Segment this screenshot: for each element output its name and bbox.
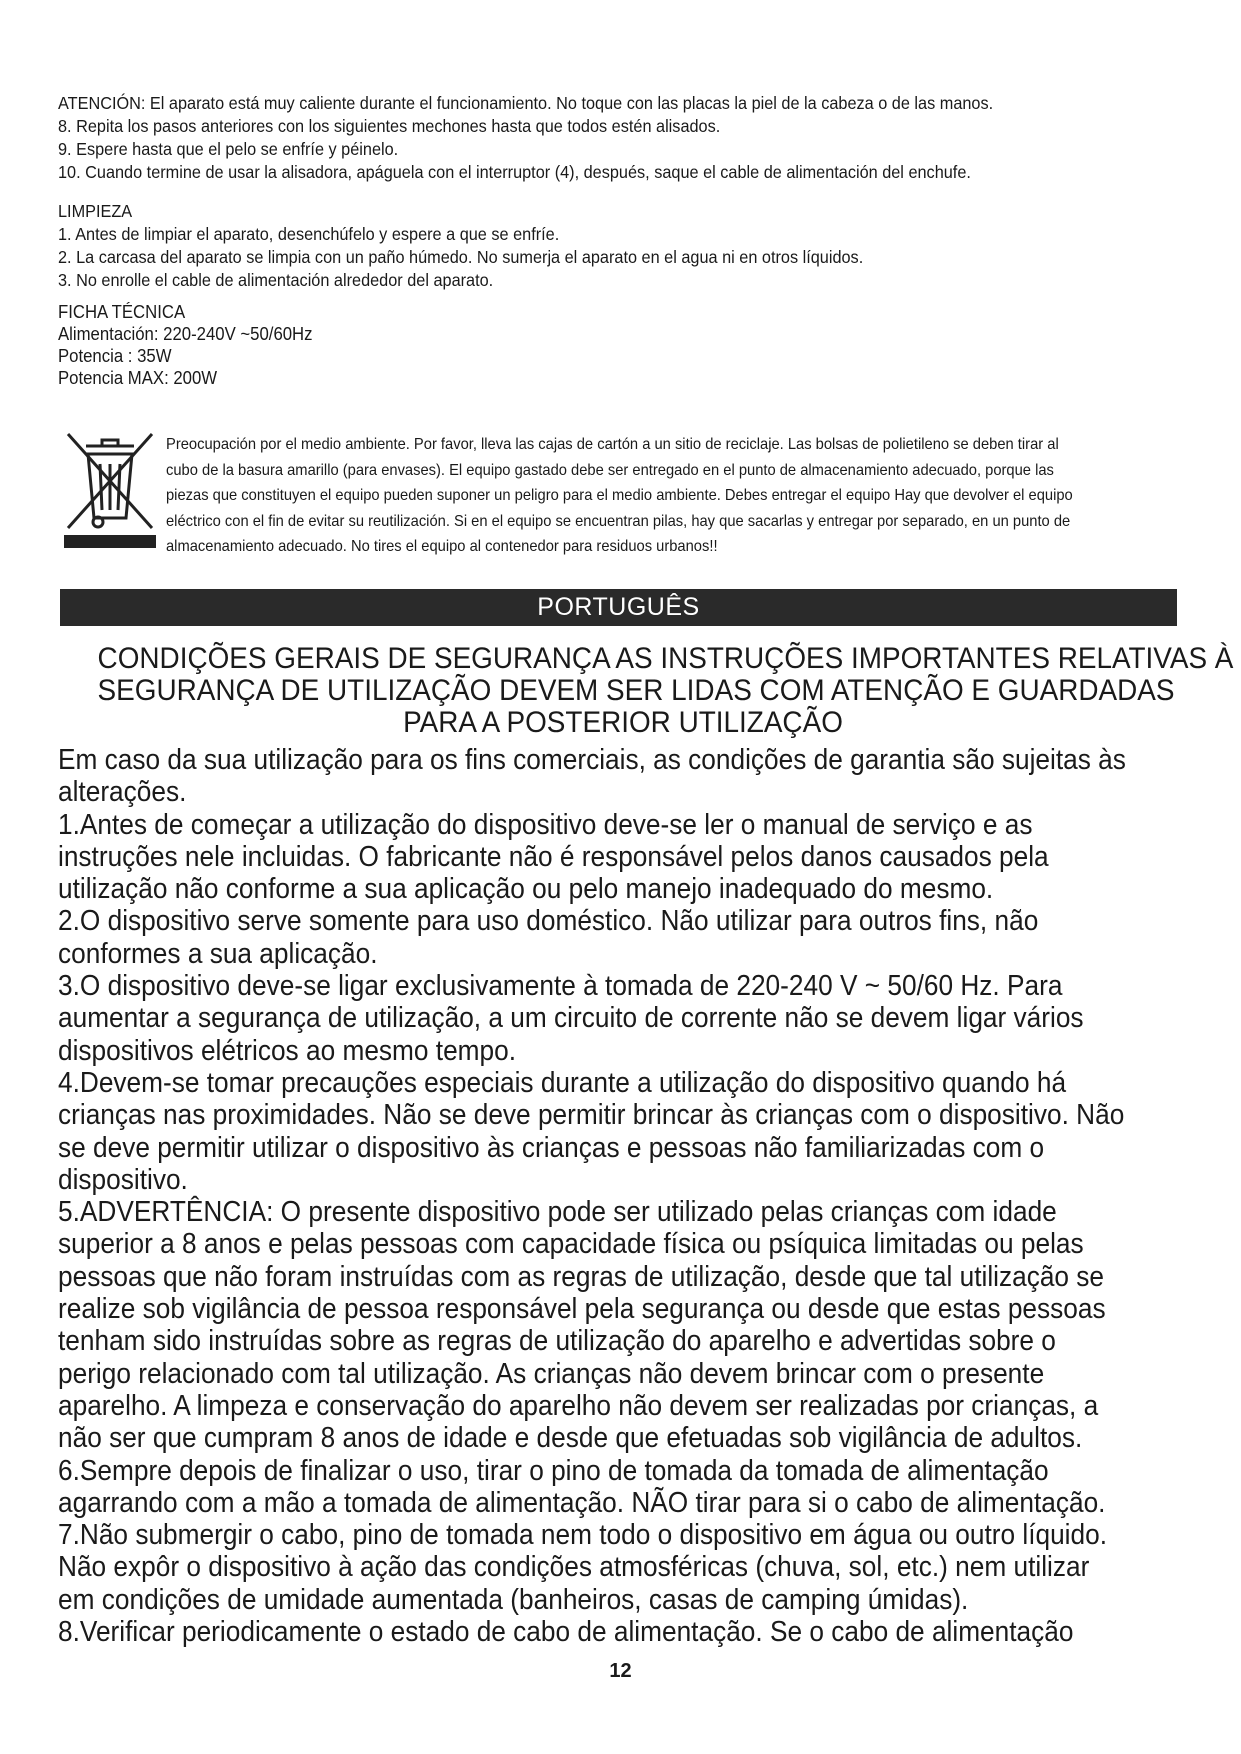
page-number: 12 bbox=[609, 1660, 632, 1682]
specs-title: FICHA TÉCNICA bbox=[58, 302, 186, 322]
step-8: 8. Repita los pasos anteriores con los siguientes mechones hasta que todos estén alisados. bbox=[58, 116, 721, 136]
environment-line: almacenamiento adecuado. No tires el equipo al contenedor para residuos urbanos!! bbox=[166, 538, 718, 555]
body-line: 1.Antes de começar a utilização do dispositivo deve-se ler o manual de serviço e as bbox=[58, 808, 1033, 841]
cleaning-title: LIMPIEZA bbox=[58, 201, 133, 221]
step-10: 10. Cuando termine de usar la alisadora, apáguela con el interruptor (4), después, saque el cable de alimentación del enchufe. bbox=[58, 162, 971, 182]
section-heading bbox=[97, 642, 1234, 739]
environment-line: cubo de la basura amarillo (para envases). El equipo gastado debe ser entregado en el punto de almacenamiento adecuado, porque las bbox=[166, 461, 1054, 479]
body-line: perigo relacionado com tal utilização. As crianças não devem brincar com o presente bbox=[58, 1357, 1045, 1390]
body-line: 2.O dispositivo serve somente para uso doméstico. Não utilizar para outros fins, não bbox=[58, 905, 1039, 938]
body-line: superior a 8 anos e pelas pessoas com capacidade física ou psíquica limitadas ou pelas bbox=[58, 1228, 1084, 1261]
spec-item: Alimentación: 220-240V ~50/60Hz bbox=[58, 324, 313, 344]
body-line: 6.Sempre depois de finalizar o uso, tirar o pino de tomada da tomada de alimentação bbox=[58, 1454, 1049, 1487]
body-line: Não expôr o dispositivo à ação das condições atmosféricas (chuva, sol, etc.) nem utilizar bbox=[58, 1551, 1090, 1584]
body-line: aumentar a segurança de utilização, a um circuito de corrente não se devem ligar vários bbox=[58, 1002, 1084, 1035]
body-line: 5.ADVERTÊNCIA: O presente dispositivo pode ser utilizado pelas crianças com idade bbox=[58, 1196, 1057, 1229]
environment-text bbox=[166, 432, 1160, 560]
environment-line: eléctrico con el fin de evitar su reutilización. Si en el equipo se encuentran pilas, hay que sacarlas y entregar por separado, en un punto de bbox=[166, 512, 1071, 530]
environment-notice bbox=[64, 432, 1174, 555]
body-line: pessoas que não foram instruídas com as regras de utilização, desde que tal utilização se bbox=[58, 1260, 1105, 1293]
body-line: instruções nele incluidas. O fabricante não é responsável pelos danos causados pela bbox=[58, 840, 1049, 873]
body-line: Em caso da sua utilização para os fins comerciais, as condições de garantia são sujeitas às bbox=[58, 744, 1126, 776]
body-line: tenham sido instruídas sobre as regras de utilização do aparelho e advertidas sobre o bbox=[58, 1325, 1056, 1358]
cleaning-item: 2. La carcasa del aparato se limpia con un paño húmedo. No sumerja el aparato en el agua ni en otros líquidos. bbox=[58, 247, 864, 267]
body-line: não ser que cumpram 8 anos de idade e desde que efetuadas sob vigilância de adultos. bbox=[58, 1422, 1083, 1455]
step-9: 9. Espere hasta que el pelo se enfríe y péinelo. bbox=[58, 139, 399, 159]
language-banner: PORTUGUÊS bbox=[60, 589, 1177, 626]
environment-line: Preocupación por el medio ambiente. Por favor, lleva las cajas de cartón a un sitio de reciclaje. Las bolsas de polietileno se deben tirar al bbox=[166, 436, 1059, 453]
heading-line: SEGURANÇA DE UTILIZAÇÃO DEVEM SER LIDAS COM ATENÇÃO E GUARDADAS bbox=[97, 674, 1175, 707]
body-line: crianças nas proximidades. Não se deve permitir brincar às crianças com o dispositivo. Não bbox=[58, 1099, 1125, 1132]
heading-line: CONDIÇÕES GERAIS DE SEGURANÇA AS INSTRUÇÕES IMPORTANTES RELATIVAS À bbox=[97, 642, 1234, 675]
spec-item: Potencia MAX: 200W bbox=[58, 368, 218, 388]
body-line: utilização não conforme a sua aplicação ou pelo manejo inadequado do mesmo. bbox=[58, 873, 994, 906]
spanish-section bbox=[58, 92, 1109, 389]
body-line: se deve permitir utilizar o dispositivo às crianças e pessoas não familiarizadas com o bbox=[58, 1131, 1045, 1164]
body-line: dispositivos elétricos ao mesmo tempo. bbox=[58, 1034, 517, 1067]
environment-line: piezas que constituyen el equipo pueden suponer un peligro para el medio ambiente. Debes entregar el equipo Hay que devolver el equipo bbox=[166, 487, 1073, 504]
portuguese-body bbox=[58, 744, 1126, 1649]
body-line: 8.Verificar periodicamente o estado de cabo de alimentação. Se o cabo de alimentação bbox=[58, 1616, 1074, 1649]
warning-line: ATENCIÓN: El aparato está muy caliente durante el funcionamiento. No toque con las placas la piel de la cabeza o de las manos. bbox=[58, 93, 994, 113]
body-line: realize sob vigilância de pessoa responsável pela segurança ou desde que estas pessoas bbox=[58, 1293, 1106, 1326]
body-line: dispositivo. bbox=[58, 1163, 188, 1196]
spec-item: Potencia : 35W bbox=[58, 346, 172, 366]
cleaning-item: 3. No enrolle el cable de alimentación alrededor del aparato. bbox=[58, 270, 494, 290]
body-line: agarrando com a mão a tomada de alimentação. NÃO tirar para si o cabo de alimentação. bbox=[58, 1486, 1106, 1519]
body-line: 7.Não submergir o cabo, pino de tomada nem todo o dispositivo em água ou outro líquido. bbox=[58, 1519, 1107, 1552]
body-line: 3.O dispositivo deve-se ligar exclusivamente à tomada de 220-240 V ~ 50/60 Hz. Para bbox=[58, 970, 1063, 1003]
heading-line: PARA A POSTERIOR UTILIZAÇÃO bbox=[403, 706, 843, 739]
body-line: alterações. bbox=[58, 776, 187, 809]
body-line: aparelho. A limpeza e conservação do aparelho não devem ser realizadas por crianças, a bbox=[58, 1389, 1099, 1422]
body-line: conformes a sua aplicação. bbox=[58, 937, 378, 970]
cleaning-item: 1. Antes de limpiar el aparato, desenchúfelo y espere a que se enfríe. bbox=[58, 224, 560, 244]
crossed-out-wheelie-bin-icon bbox=[64, 432, 156, 550]
body-line: 4.Devem-se tomar precauções especiais durante a utilização do dispositivo quando há bbox=[58, 1066, 1067, 1099]
body-line: em condições de umidade aumentada (banheiros, casas de camping úmidas). bbox=[58, 1583, 969, 1616]
